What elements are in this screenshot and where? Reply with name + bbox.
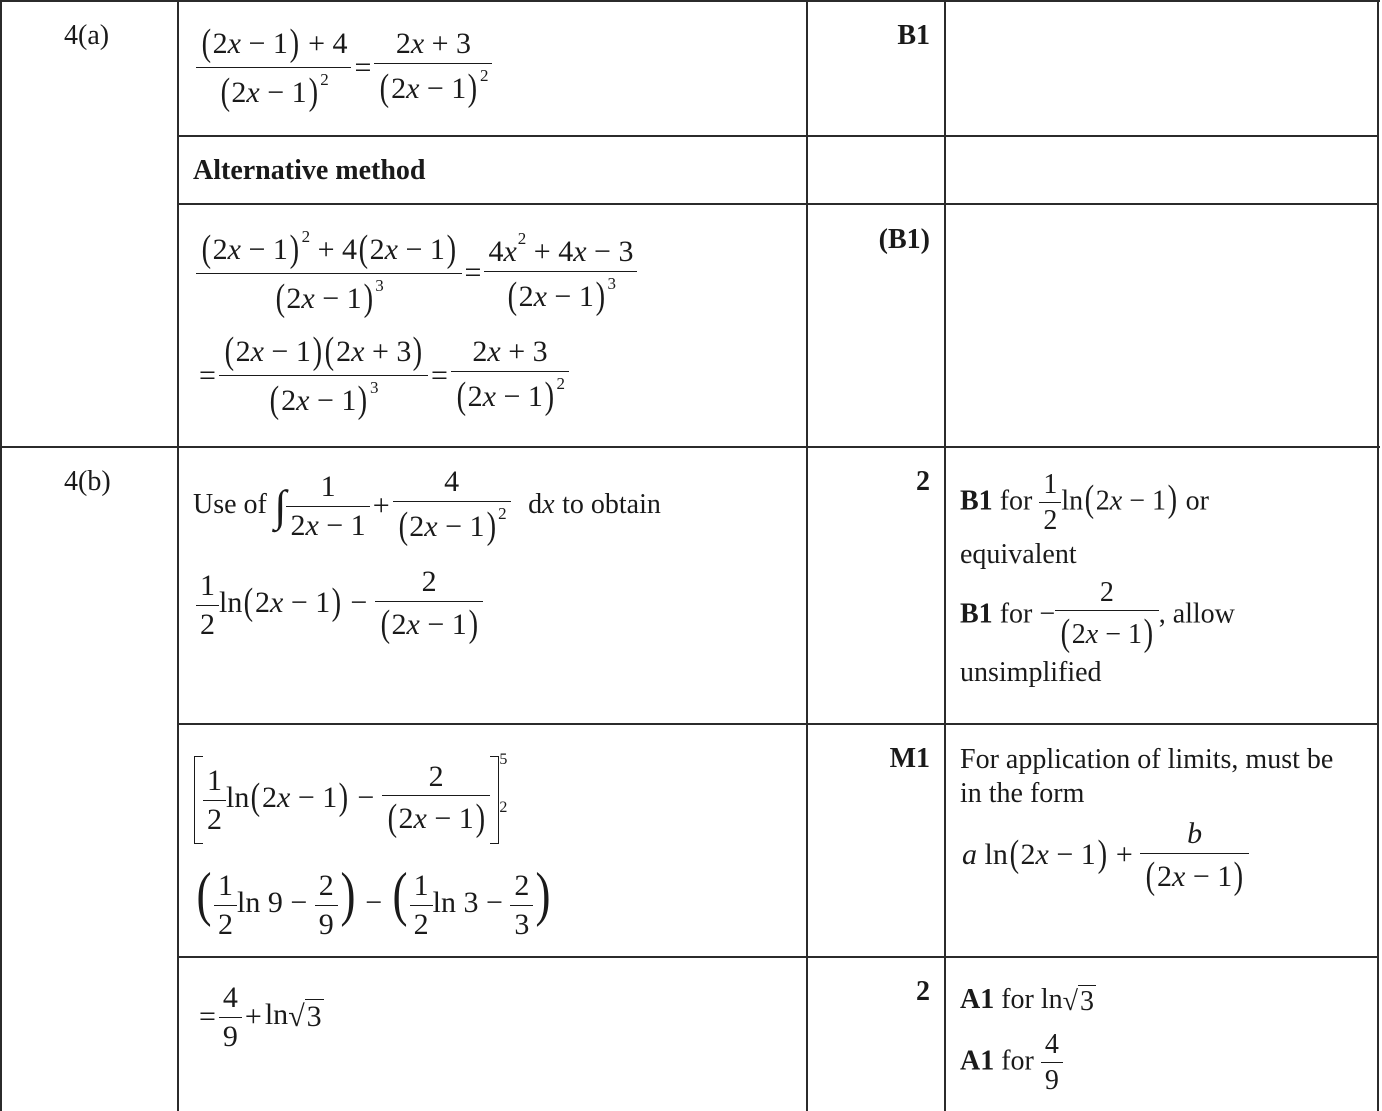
fraction: $\frac{(2x - 1) ^2 + 4(2x - 1)}{(2x - 1) ^3}$ <box>196 228 462 319</box>
alternative-method-heading: Alternative method <box>193 155 426 186</box>
guidance-text: for <box>1001 1045 1034 1077</box>
guidance-text: for <box>999 598 1033 630</box>
fraction: $\frac{2}{(2x - 1)}$ <box>375 566 484 644</box>
fraction: $\frac{2}{(2x - 1)}$ <box>1055 578 1159 654</box>
table-border-top <box>0 0 1380 2</box>
fraction: $\frac{2x + 3}{(2x - 1) ^2}$ <box>374 28 492 108</box>
question-number: 4(b) <box>64 466 111 497</box>
guidance-text: For application of limits, must be in the form <box>960 744 1334 809</box>
answer-expression: $\frac{1}{2}$ ln(2x − 1) − $\frac{2}{(2x - 1)}$ <box>196 566 483 644</box>
guidance-text: for <box>999 485 1033 517</box>
table-border-left <box>0 0 2 1111</box>
col-divider <box>806 0 808 1111</box>
answer-expression: ( $\frac{1}{2}$ ln 9 − $\frac{2}{9}$ ) − ( $\frac{1}{2}$ ln 3 − $\frac{2}{3}$ ) <box>196 861 551 941</box>
mark-value: (B1) <box>878 224 930 255</box>
fraction: $\frac{(2x - 1) + 4}{(2x - 1) ^2}$ <box>196 24 351 113</box>
fraction: $\frac{(2x - 1)(2x + 3)}{(2x - 1) ^3}$ <box>219 332 428 421</box>
square-root: √3 <box>288 1000 322 1033</box>
row-divider <box>178 203 1378 205</box>
fraction: $\frac{2x + 3}{(2x - 1) ^2}$ <box>451 336 569 416</box>
fraction: $\frac{1}{2}$ <box>1039 470 1061 536</box>
mark-value: B1 <box>897 20 930 51</box>
mark-code: A1 <box>960 1045 995 1077</box>
guidance-text: or <box>1185 485 1209 517</box>
mark-value: 2 <box>916 976 930 1007</box>
row-divider <box>178 723 1378 725</box>
answer-expression: a ln(2x − 1) + $\frac{b}{(2x - 1)}$ <box>962 818 1249 896</box>
fraction: $\frac{1}{2}$ <box>410 870 433 940</box>
mark-code: B1 <box>960 485 993 517</box>
row-divider <box>178 135 1378 137</box>
guidance-text: unsimplified <box>960 657 1102 689</box>
to-obtain-text: to obtain <box>562 489 661 521</box>
fraction: $\frac{4x^2 + 4x - 3}{(2x - 1) ^3}$ <box>484 230 637 316</box>
fraction: $\frac{1}{2x - 1}$ <box>286 471 369 541</box>
guidance-cell: A1 for ln√3 <box>960 984 1095 1017</box>
answer-expression: $\frac{(2x - 1) ^2 + 4(2x - 1)}{(2x - 1) ^3}$ = $\frac{4x^2 + 4x - 3}{(2x - 1) ^3}$ <box>196 228 637 319</box>
col-divider <box>944 0 946 1111</box>
fraction: $\frac{b}{(2x - 1)}$ <box>1140 818 1249 896</box>
mark-code: A1 <box>960 984 995 1015</box>
fraction: $\frac{4}{9}$ <box>219 982 242 1052</box>
row-divider <box>0 446 1380 448</box>
fraction: $\frac{1}{2}$ <box>203 765 226 835</box>
mark-value: 2 <box>916 466 930 497</box>
answer-expression: = $\frac{4}{9}$ + ln√3 <box>199 981 322 1053</box>
fraction: $\frac{2}{3}$ <box>510 870 533 940</box>
question-number: 4(a) <box>64 20 110 51</box>
table-border-right <box>1377 0 1379 1111</box>
square-root: √3 <box>1062 985 1095 1017</box>
use-of-text: Use of <box>193 489 267 521</box>
col-divider <box>177 0 179 1111</box>
mark-value: M1 <box>889 743 930 774</box>
fraction: $\frac{4}{(2x - 1) ^2}$ <box>393 466 511 546</box>
answer-expression: = $\frac{(2x - 1)(2x + 3)}{(2x - 1) ^3}$ = $\frac{2x + 3}{(2x - 1) ^2}$ <box>196 332 569 421</box>
mark-code: B1 <box>960 598 993 630</box>
answer-expression: Use of ∫ $\frac{1}{2x - 1}$ + $\frac{4}{(2x - 1) ^2}$ dx to obtain <box>193 465 661 547</box>
fraction: $\frac{2}{9}$ <box>315 870 338 940</box>
answer-expression: $\frac{1}{2}$ ln(2x − 1) − $\frac{2}{(2x - 1)}$ 5 2 <box>194 752 507 848</box>
answer-expression: $\frac{(2x - 1) + 4}{(2x - 1) ^2}$ = $\frac{2x + 3}{(2x - 1) ^2}$ <box>196 24 492 113</box>
row-divider <box>178 956 1378 958</box>
fraction: $\frac{2}{(2x - 1)}$ <box>382 761 491 839</box>
guidance-cell: B1 for $\frac{1}{2}$ ln(2x − 1) or equivalent B1 for − $\frac{2}{(2x - 1)}$ , allow unsimplified <box>960 470 1365 690</box>
guidance-text: , allow <box>1158 598 1235 630</box>
guidance-cell <box>960 1030 1063 1096</box>
guidance-text: for <box>1001 984 1034 1015</box>
fraction: $\frac{1}{2}$ <box>196 570 219 640</box>
guidance-text: equivalent <box>960 538 1077 570</box>
fraction: $\frac{4}{9}$ <box>1041 1030 1063 1096</box>
fraction: $\frac{1}{2}$ <box>214 870 237 940</box>
